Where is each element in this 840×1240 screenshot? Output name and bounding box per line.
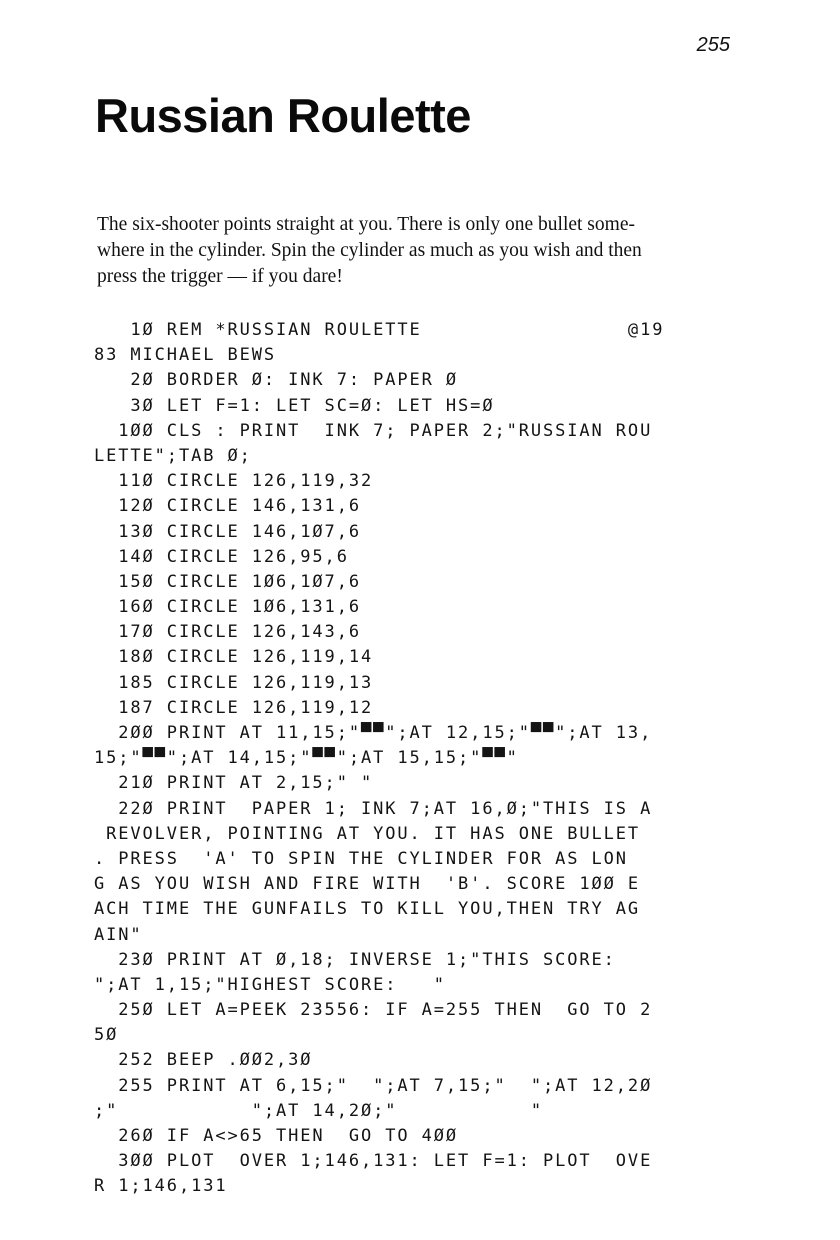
listing-line: 17Ø CIRCLE 126,143,6: [94, 622, 361, 643]
listing-line: 3ØØ PLOT OVER 1;146,131: LET F=1: PLOT OVE: [94, 1151, 653, 1172]
page-number: 255: [696, 34, 730, 56]
listing-line: 21Ø PRINT AT 2,15;" ": [94, 773, 374, 794]
listing-line: 18Ø CIRCLE 126,119,14: [94, 647, 374, 668]
program-description: [97, 212, 737, 290]
listing-line: 2ØØ PRINT AT 11,15;"▀▀";AT 12,15;"▀▀";AT 13,: [94, 723, 653, 743]
listing-line: . PRESS 'A' TO SPIN THE CYLINDER FOR AS LON: [94, 848, 628, 869]
listing-line: 11Ø CIRCLE 126,119,32: [94, 471, 374, 492]
program-title: Russian Roulette: [95, 89, 471, 142]
listing-line: 5Ø: [94, 1025, 119, 1046]
listing-line: 252 BEEP .ØØ2,3Ø: [94, 1050, 313, 1071]
listing-line: 3Ø LET F=1: LET SC=Ø: LET HS=Ø: [94, 395, 495, 416]
listing-line: 14Ø CIRCLE 126,95,6: [94, 546, 349, 567]
listing-line: 23Ø PRINT AT Ø,18; INVERSE 1;"THIS SCORE:: [94, 949, 616, 970]
listing-line: 255 PRINT AT 6,15;" ";AT 7,15;" ";AT 12,2Ø: [94, 1075, 653, 1096]
listing-line: 12Ø CIRCLE 146,131,6: [94, 496, 361, 517]
description-line: where in the cylinder. Spin the cylinder as much as you wish and then: [97, 240, 642, 261]
listing-line: 25Ø LET A=PEEK 23556: IF A=255 THEN GO TO 2: [94, 1000, 653, 1021]
listing-line: LETTE";TAB Ø;: [94, 445, 252, 466]
listing-line: 1ØØ CLS : PRINT INK 7; PAPER 2;"RUSSIAN ROU: [94, 420, 653, 441]
listing-line: 83 MICHAEL BEWS: [94, 345, 277, 366]
listing-line: 13Ø CIRCLE 146,1Ø7,6: [94, 521, 361, 542]
basic-program-listing: [94, 318, 664, 1200]
listing-line: 15;"▀▀";AT 14,15;"▀▀";AT 15,15;"▀▀": [94, 748, 519, 769]
listing-line: R 1;146,131: [94, 1176, 228, 1197]
listing-line: 22Ø PRINT PAPER 1; INK 7;AT 16,Ø;"THIS IS A: [94, 798, 653, 819]
listing-line: 2Ø BORDER Ø: INK 7: PAPER Ø: [94, 370, 459, 391]
listing-line: ACH TIME THE GUNFAILS TO KILL YOU,THEN TRY AG: [94, 899, 641, 920]
listing-line: AIN": [94, 924, 143, 945]
listing-line: 16Ø CIRCLE 1Ø6,131,6: [94, 597, 361, 618]
listing-line: 15Ø CIRCLE 1Ø6,1Ø7,6: [94, 571, 361, 592]
listing-line: REVOLVER, POINTING AT YOU. IT HAS ONE BULLET: [94, 823, 641, 844]
listing-line: ";AT 1,15;"HIGHEST SCORE: ": [94, 974, 446, 995]
description-line: The six-shooter points straight at you. There is only one bullet some-: [97, 214, 635, 235]
listing-line: G AS YOU WISH AND FIRE WITH 'B'. SCORE 1ØØ E: [94, 874, 641, 895]
listing-line: 187 CIRCLE 126,119,12: [94, 697, 374, 718]
listing-line: ;" ";AT 14,2Ø;" ": [94, 1100, 543, 1121]
description-line: press the trigger — if you dare!: [97, 266, 343, 287]
listing-line: 185 CIRCLE 126,119,13: [94, 672, 374, 693]
listing-line: 26Ø IF A<>65 THEN GO TO 4ØØ: [94, 1126, 459, 1146]
listing-line: 1Ø REM *RUSSIAN ROULETTE @19: [94, 320, 665, 340]
